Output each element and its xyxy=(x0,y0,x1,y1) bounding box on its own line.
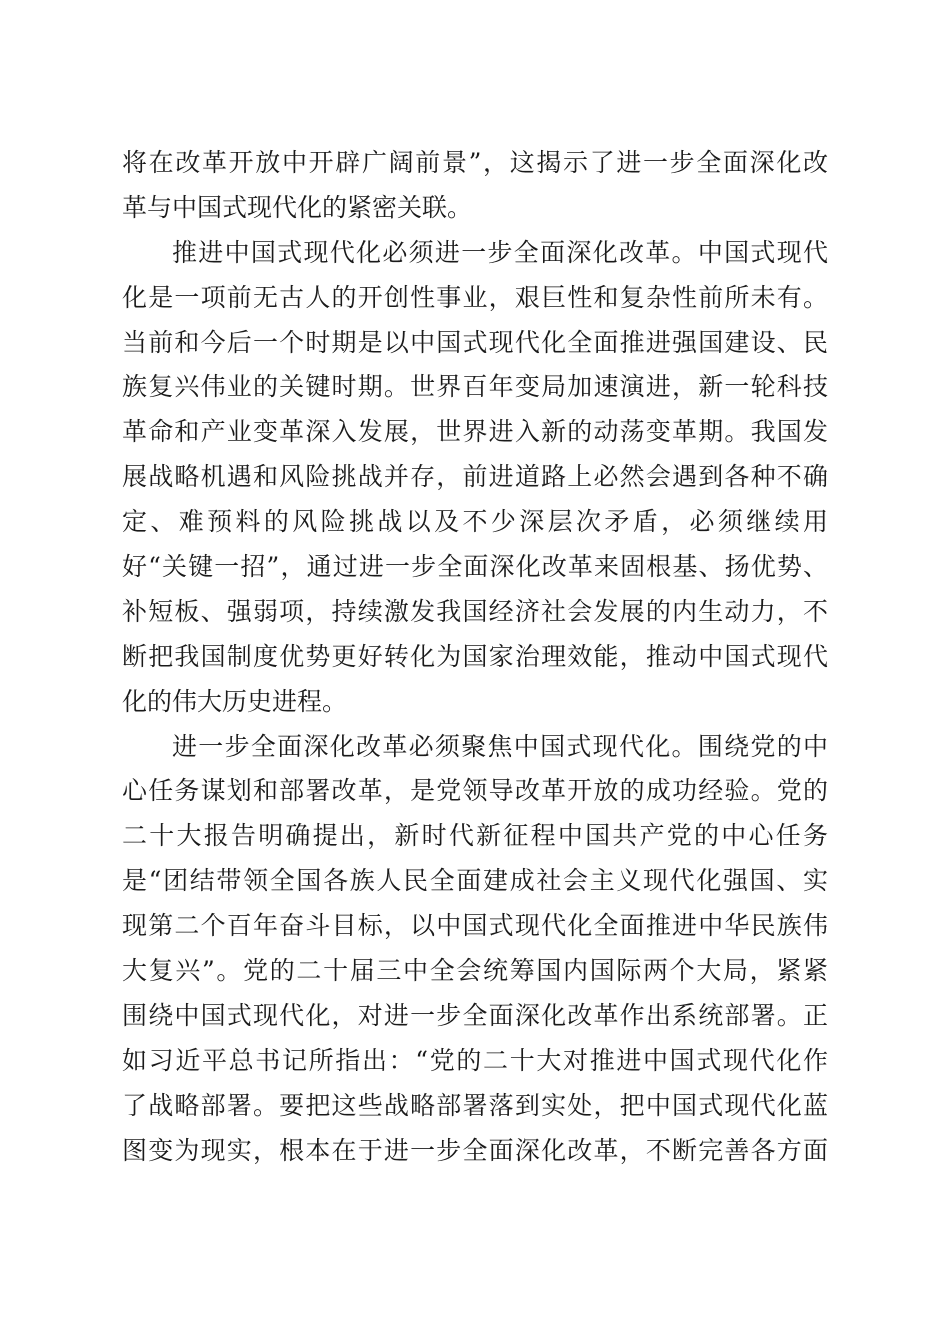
text-line: 革与中国式现代化的紧密关联。 xyxy=(122,192,473,222)
text-line: 化的伟大历史进程。 xyxy=(122,686,348,716)
text-line: 族复兴伟业的关键时期。世界百年变局加速演进，新一轮科技 xyxy=(122,372,828,402)
text-line: 定、难预料的风险挑战以及不少深层次矛盾，必须继续用 xyxy=(122,507,828,537)
text-line: 二十大报告明确提出，新时代新征程中国共产党的中心任务 xyxy=(122,821,828,851)
text-line: 断把我国制度优势更好转化为国家治理效能，推动中国式现代 xyxy=(122,641,828,671)
text-line: 进一步全面深化改革必须聚焦中国式现代化。围绕党的中 xyxy=(172,731,828,761)
text-line: 了战略部署。要把这些战略部署落到实处，把中国式现代化蓝 xyxy=(122,1090,828,1120)
text-line: 革命和产业变革深入发展，世界进入新的动荡变革期。我国发 xyxy=(122,417,828,447)
paragraph-3 xyxy=(122,725,828,1174)
text-line: 好“关键一招”，通过进一步全面深化改革来固根基、扬优势、 xyxy=(122,552,828,582)
text-line: 心任务谋划和部署改革，是党领导改革开放的成功经验。党的 xyxy=(122,776,828,806)
text-line: 展战略机遇和风险挑战并存，前进道路上必然会遇到各种不确 xyxy=(122,462,828,492)
text-line: 现第二个百年奋斗目标，以中国式现代化全面推进中华民族伟 xyxy=(122,911,828,941)
text-line: 是“团结带领全国各族人民全面建成社会主义现代化强国、实 xyxy=(122,866,828,896)
text-line: 图变为现实，根本在于进一步全面深化改革，不断完善各方面 xyxy=(122,1135,828,1165)
body-text xyxy=(122,141,828,1173)
paragraph-1 xyxy=(122,141,828,231)
text-line: 大复兴”。党的二十届三中全会统筹国内国际两个大局，紧紧 xyxy=(122,956,828,986)
text-line: 当前和今后一个时期是以中国式现代化全面推进强国建设、民 xyxy=(122,327,828,357)
text-line: 如习近平总书记所指出：“党的二十大对推进中国式现代化作 xyxy=(122,1045,828,1075)
paragraph-2 xyxy=(122,231,828,725)
text-line: 补短板、强弱项，持续激发我国经济社会发展的内生动力，不 xyxy=(122,596,828,626)
text-line: 围绕中国式现代化，对进一步全面深化改革作出系统部署。正 xyxy=(122,1000,828,1030)
text-line: 将在改革开放中开辟广阔前景”，这揭示了进一步全面深化改 xyxy=(122,148,828,177)
text-line: 推进中国式现代化必须进一步全面深化改革。中国式现代 xyxy=(172,237,828,267)
text-line: 化是一项前无古人的开创性事业，艰巨性和复杂性前所未有。 xyxy=(122,282,828,312)
